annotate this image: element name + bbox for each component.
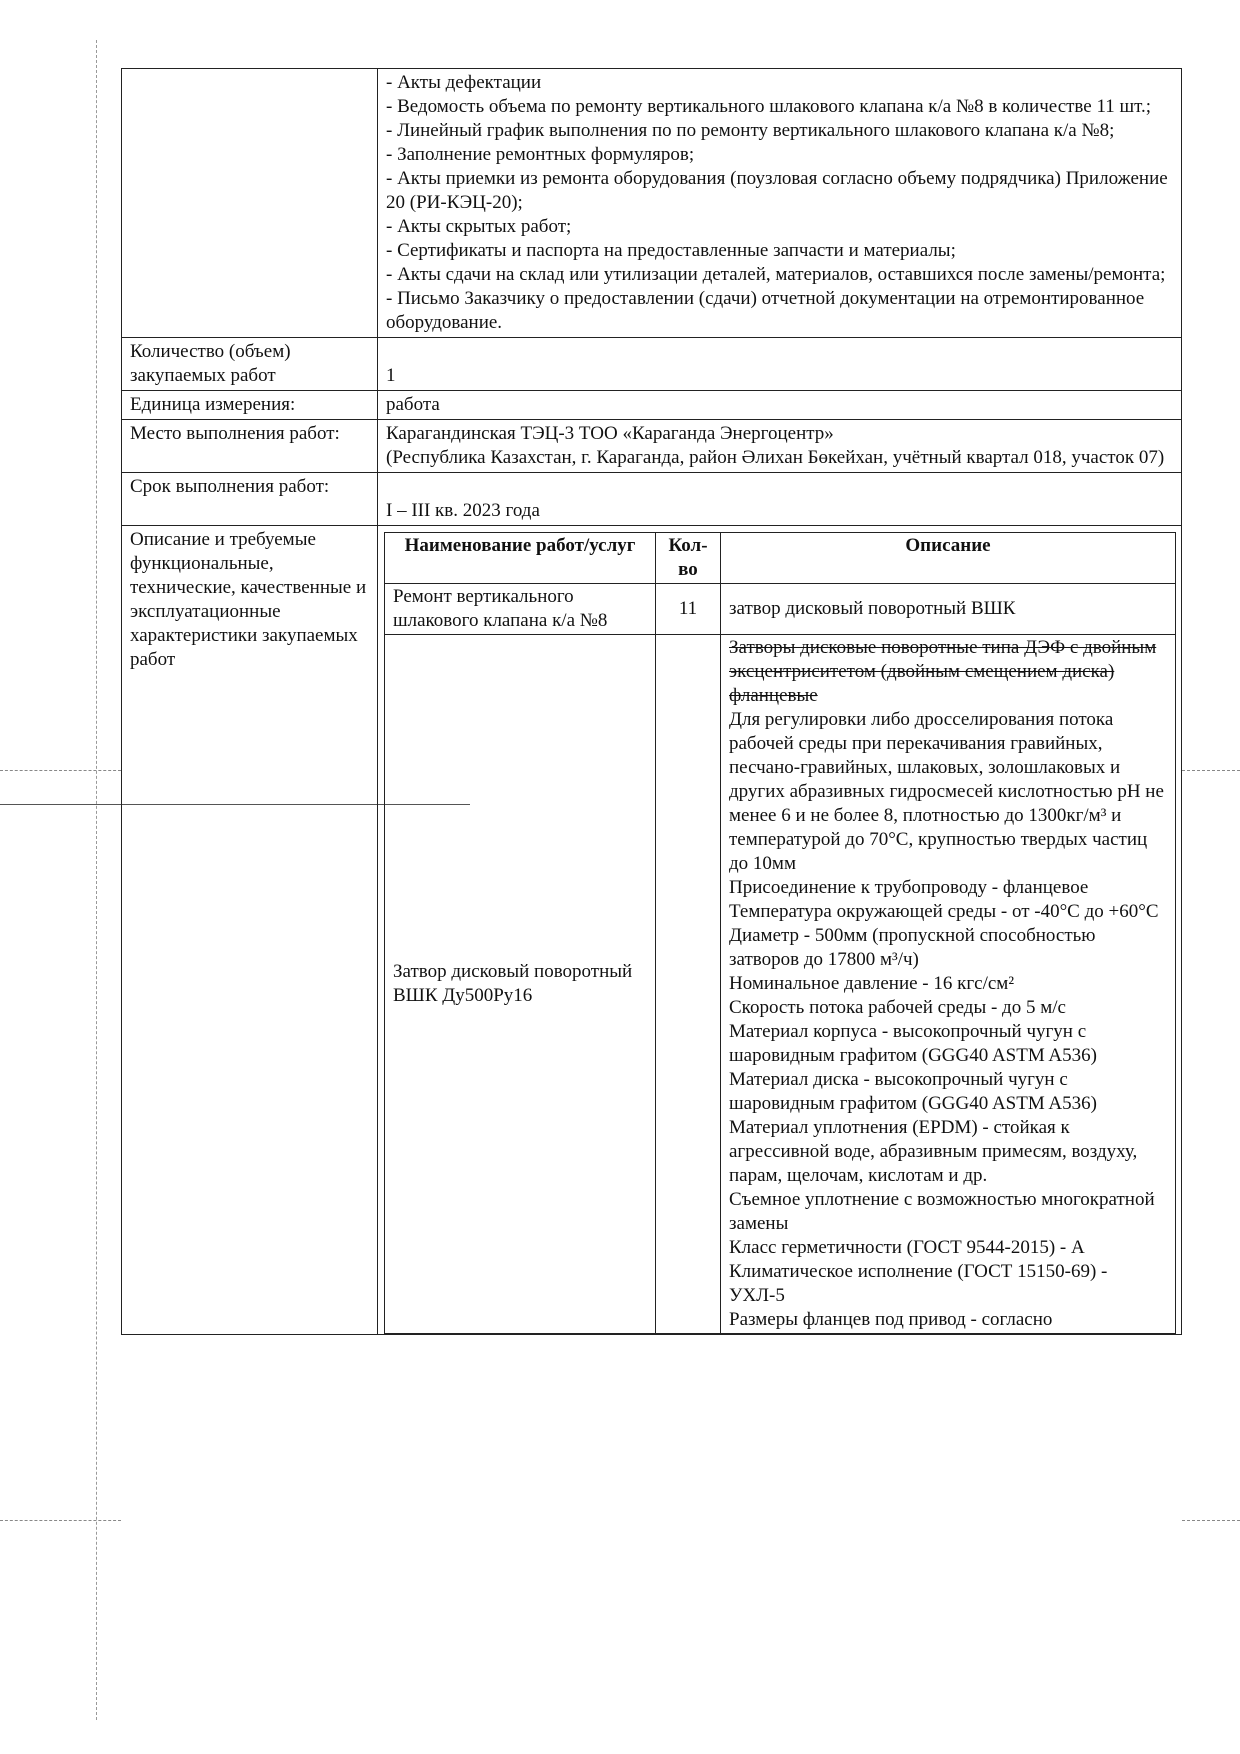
desc-line: Номинальное давление - 16 кгс/см²	[729, 973, 1015, 994]
row1-name: Ремонт вертикального шлакового клапана к/а №8	[385, 584, 656, 635]
row2-qty	[656, 635, 721, 1334]
table-row	[385, 584, 1176, 635]
row-documents	[122, 69, 1182, 338]
list-item: - Акты дефектации	[386, 72, 542, 93]
works-table	[384, 532, 1176, 1334]
unit-label: Единица измерения:	[122, 391, 378, 420]
description-value-cell	[378, 526, 1182, 1335]
row1-desc: затвор дисковый поворотный ВШК	[721, 584, 1176, 635]
scan-fold-line	[0, 770, 121, 771]
desc-line: Материал уплотнения (EPDM) - стойкая к агрессивной воде, абразивным примесям, воздуху, парам, щелочам, кислотам и др.	[729, 1117, 1138, 1186]
desc-line: Класс герметичности (ГОСТ 9544-2015) - А	[729, 1237, 1085, 1258]
desc-line: Затворы дисковые поворотные типа ДЭФ с двойным эксцентриситетом (двойным смещением диска) фланцевые	[729, 637, 1157, 706]
scan-fold-line	[1182, 770, 1240, 771]
row2-name: Затвор дисковый поворотный ВШК Ду500Ру16	[385, 635, 656, 1334]
quantity-value: 1	[386, 365, 396, 386]
place-label: Место выполнения работ:	[122, 420, 378, 473]
works-table-header	[385, 533, 1176, 584]
list-item: - Ведомость объема по ремонту вертикального шлакового клапана к/а №8 в количестве 11 шт.;	[386, 96, 1152, 117]
scan-edge-left	[96, 40, 97, 1720]
quantity-value-cell	[378, 338, 1182, 391]
quantity-label: Количество (объем) закупаемых работ	[122, 338, 378, 391]
description-label: Описание и требуемые функциональные, технические, качественные и эксплуатационные характеристики закупаемых работ	[122, 526, 378, 1335]
desc-line: Присоединение к трубопроводу - фланцевое Температура окружающей среды - от -40°С до +60°С	[729, 877, 1159, 922]
header-qty: Кол-во	[656, 533, 721, 584]
place-value-line2: (Республика Казахстан, г. Караганда, район Әлихан Бөкейхан, учётный квартал 018, участок 07)	[386, 447, 1165, 468]
unit-value: работа	[378, 391, 1182, 420]
desc-line: Размеры фланцев под привод - согласно	[729, 1309, 1053, 1330]
table-row	[385, 635, 1176, 1334]
desc-line: Для регулировки либо дросселирования потока рабочей среды при перекачивания гравийных, песчано-гравийных, шлаковых, золошлаковых и других абразивных гидросмесей кислотностью рН не менее 6 и не более 8, плотностью до 1300кг/м³ и температурой до 70°С, крупностью твердых частиц до 10мм	[729, 709, 1164, 874]
desc-line: Материал корпуса - высокопрочный чугун с шаровидным графитом (GGG40 ASTM A536)	[729, 1021, 1097, 1066]
list-item: - Акты скрытых работ;	[386, 216, 572, 237]
list-item: - Письмо Заказчику о предоставлении (сдачи) отчетной документации на отремонтированное оборудование.	[386, 288, 1145, 333]
row-place	[122, 420, 1182, 473]
desc-line: Материал диска - высокопрочный чугун с шаровидным графитом (GGG40 ASTM A536)	[729, 1069, 1097, 1114]
row-quantity	[122, 338, 1182, 391]
list-item: - Заполнение ремонтных формуляров;	[386, 144, 695, 165]
documents-label-cell	[122, 69, 378, 338]
desc-line: Климатическое исполнение (ГОСТ 15150-69) - УХЛ-5	[729, 1261, 1108, 1306]
desc-line: Съемное уплотнение с возможностью многократной замены	[729, 1189, 1155, 1234]
list-item: - Линейный график выполнения по по ремонту вертикального шлакового клапана к/а №8;	[386, 120, 1115, 141]
header-name: Наименование работ/услуг	[385, 533, 656, 584]
deadline-value-cell	[378, 473, 1182, 526]
header-desc: Описание	[721, 533, 1176, 584]
list-item: - Акты приемки из ремонта оборудования (поузловая согласно объему подрядчика) Приложение 20 (РИ-КЭЦ-20);	[386, 168, 1168, 213]
row-deadline	[122, 473, 1182, 526]
row2-desc	[721, 635, 1176, 1334]
row1-qty: 11	[656, 584, 721, 635]
list-item: - Акты сдачи на склад или утилизации деталей, материалов, оставшихся после замены/ремонта;	[386, 264, 1166, 285]
scan-fold-line	[1182, 1520, 1240, 1521]
scan-fold-line	[0, 1520, 121, 1521]
specification-table	[121, 68, 1182, 1335]
row-unit	[122, 391, 1182, 420]
deadline-value: I – III кв. 2023 года	[386, 500, 540, 521]
deadline-label: Срок выполнения работ:	[122, 473, 378, 526]
desc-line: Скорость потока рабочей среды - до 5 м/с	[729, 997, 1066, 1018]
documents-list	[378, 69, 1182, 338]
place-value-cell	[378, 420, 1182, 473]
place-value-line1: Карагандинская ТЭЦ-3 ТОО «Караганда Энергоцентр»	[386, 423, 834, 444]
desc-line: Диаметр - 500мм (пропускной способностью затворов до 17800 м³/ч)	[729, 925, 1096, 970]
row-description	[122, 526, 1182, 1335]
list-item: - Сертификаты и паспорта на предоставленные запчасти и материалы;	[386, 240, 956, 261]
